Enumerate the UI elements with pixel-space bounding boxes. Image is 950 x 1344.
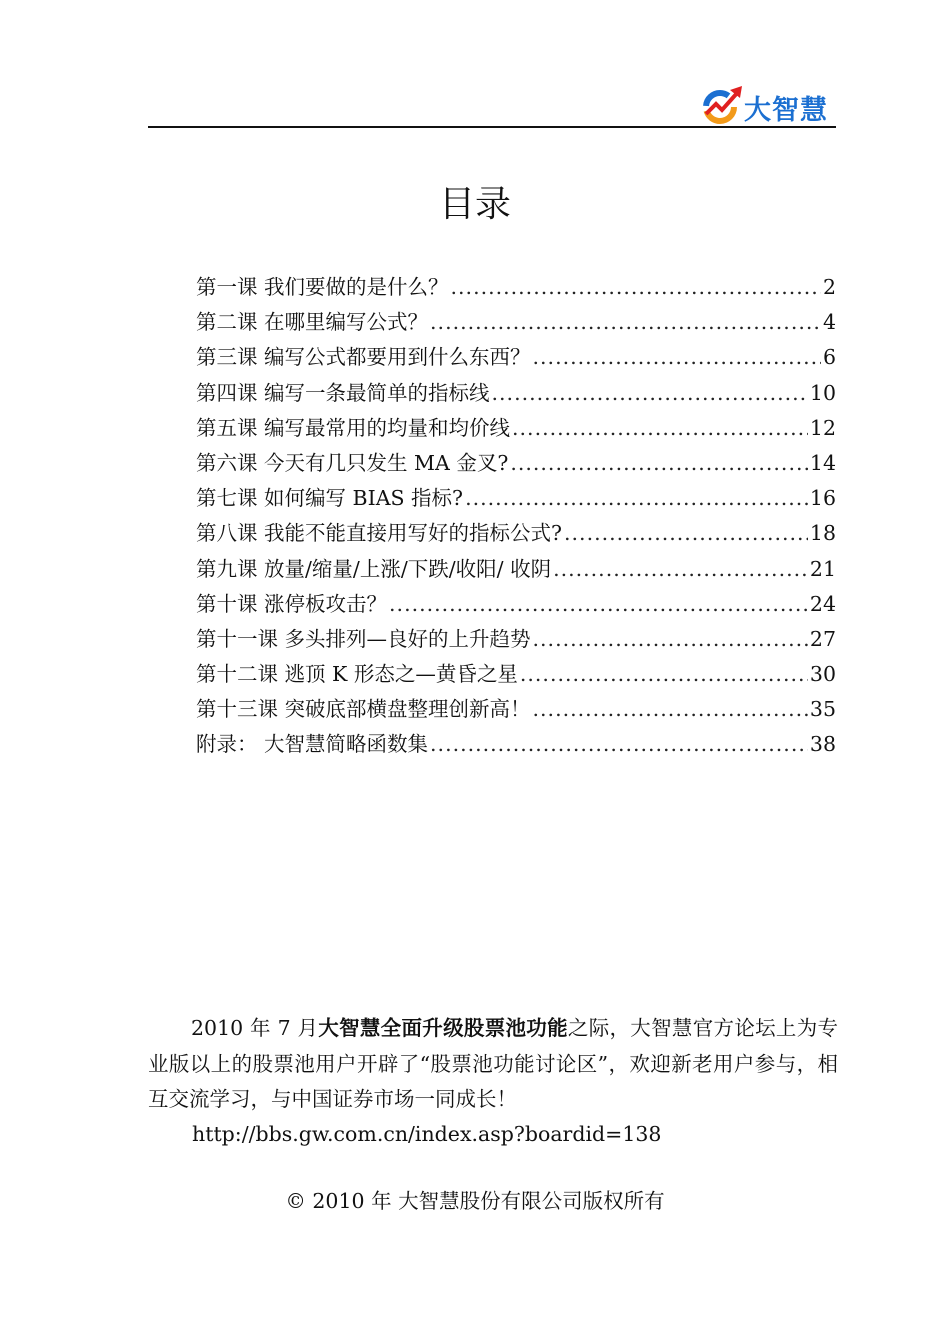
toc-entry-page-number: 30	[809, 662, 836, 687]
toc-entry-page-number: 2	[822, 275, 836, 299]
toc-entry[interactable]	[196, 622, 836, 657]
table-of-contents	[196, 270, 836, 763]
toc-dot-leader	[564, 521, 808, 545]
toc-entry[interactable]	[196, 481, 836, 516]
toc-entry[interactable]	[196, 692, 836, 727]
toc-dot-leader	[553, 557, 808, 581]
toc-entry-page-number: 10	[809, 380, 836, 405]
toc-dot-leader	[533, 345, 821, 369]
toc-entry[interactable]	[196, 587, 836, 622]
logo-swirl-arrow-icon	[700, 84, 746, 126]
toc-entry-page-number: 14	[809, 450, 836, 475]
toc-entry[interactable]	[196, 552, 836, 587]
toc-dot-leader	[430, 732, 808, 756]
toc-entry[interactable]	[196, 446, 836, 481]
toc-entry-label: 第六课 今天有几只发生 MA 金叉?	[196, 450, 509, 475]
toc-dot-leader	[512, 416, 808, 440]
notice-text-end: 之际，大智慧官方论坛上为专业版以上的股票池用户开辟了“股票池功能讨论区”，欢迎新老用户参与，相互交流学习，与中国证券市场一同成长！	[148, 1016, 839, 1111]
toc-entry-page-number: 16	[809, 486, 836, 511]
toc-dot-leader	[520, 662, 808, 686]
notice-text-start: 2010 年 7 月	[191, 1016, 319, 1040]
toc-entry-label: 第八课 我能不能直接用写好的指标公式?	[196, 521, 563, 546]
toc-dot-leader	[533, 627, 808, 651]
toc-entry-label: 第二课 在哪里编写公式？	[196, 310, 429, 335]
toc-entry[interactable]	[196, 376, 836, 411]
toc-dot-leader	[492, 381, 808, 405]
toc-entry[interactable]	[196, 516, 836, 551]
toc-dot-leader	[430, 310, 821, 334]
toc-entry[interactable]	[196, 340, 836, 375]
toc-entry-label: 第四课 编写一条最简单的指标线	[196, 380, 490, 405]
toc-entry-page-number: 27	[809, 626, 836, 651]
notice-highlight: 大智慧全面升级股票池功能	[318, 1016, 568, 1040]
toc-entry-label: 第九课 放量/缩量/上涨/下跌/收阳/ 收阴	[196, 556, 552, 581]
toc-entry-label: 第十课 涨停板攻击？	[196, 591, 388, 616]
toc-entry-label: 第十二课 逃顶 K 形态之—黄昏之星	[196, 662, 518, 687]
toc-entry-label: 第三课 编写公式都要用到什么东西？	[196, 345, 531, 370]
brand-logo	[700, 84, 840, 126]
toc-entry-label: 第十三课 突破底部横盘整理创新高！	[196, 697, 531, 722]
toc-dot-leader	[451, 275, 821, 299]
toc-entry-page-number: 12	[809, 415, 836, 440]
toc-entry[interactable]	[196, 305, 836, 340]
forum-url-link[interactable]: http://bbs.gw.com.cn/index.asp?boardid=138	[192, 1122, 662, 1146]
toc-entry-page-number: 6	[822, 345, 836, 370]
toc-entry-label: 第一课 我们要做的是什么？	[196, 275, 449, 299]
toc-entry-page-number: 35	[809, 697, 836, 722]
toc-entry-page-number: 24	[809, 591, 836, 616]
toc-dot-leader	[389, 592, 808, 616]
toc-entry-label: 附录： 大智慧简略函数集	[196, 732, 429, 757]
forum-notice	[148, 1011, 838, 1118]
toc-entry-label: 第七课 如何编写 BIAS 指标?	[196, 486, 464, 511]
toc-entry[interactable]	[196, 411, 836, 446]
toc-entry-label: 第五课 编写最常用的均量和均价线	[196, 415, 511, 440]
toc-entry[interactable]	[196, 727, 836, 762]
toc-entry[interactable]	[196, 657, 836, 692]
toc-entry-page-number: 38	[809, 732, 836, 757]
toc-entry-label: 第十一课 多头排列—良好的上升趋势	[196, 626, 531, 651]
copyright-notice: © 2010 年 大智慧股份有限公司版权所有	[285, 1189, 665, 1213]
toc-dot-leader	[465, 486, 808, 510]
toc-dot-leader	[533, 697, 808, 721]
toc-entry[interactable]	[196, 270, 836, 305]
toc-title: 目录	[438, 184, 511, 225]
header-rule	[148, 126, 836, 128]
toc-entry-page-number: 18	[809, 521, 836, 546]
toc-entry-page-number: 4	[822, 310, 836, 335]
toc-entry-page-number: 21	[809, 556, 836, 581]
toc-dot-leader	[510, 451, 808, 475]
logo-wordmark: 大智慧	[744, 95, 828, 126]
